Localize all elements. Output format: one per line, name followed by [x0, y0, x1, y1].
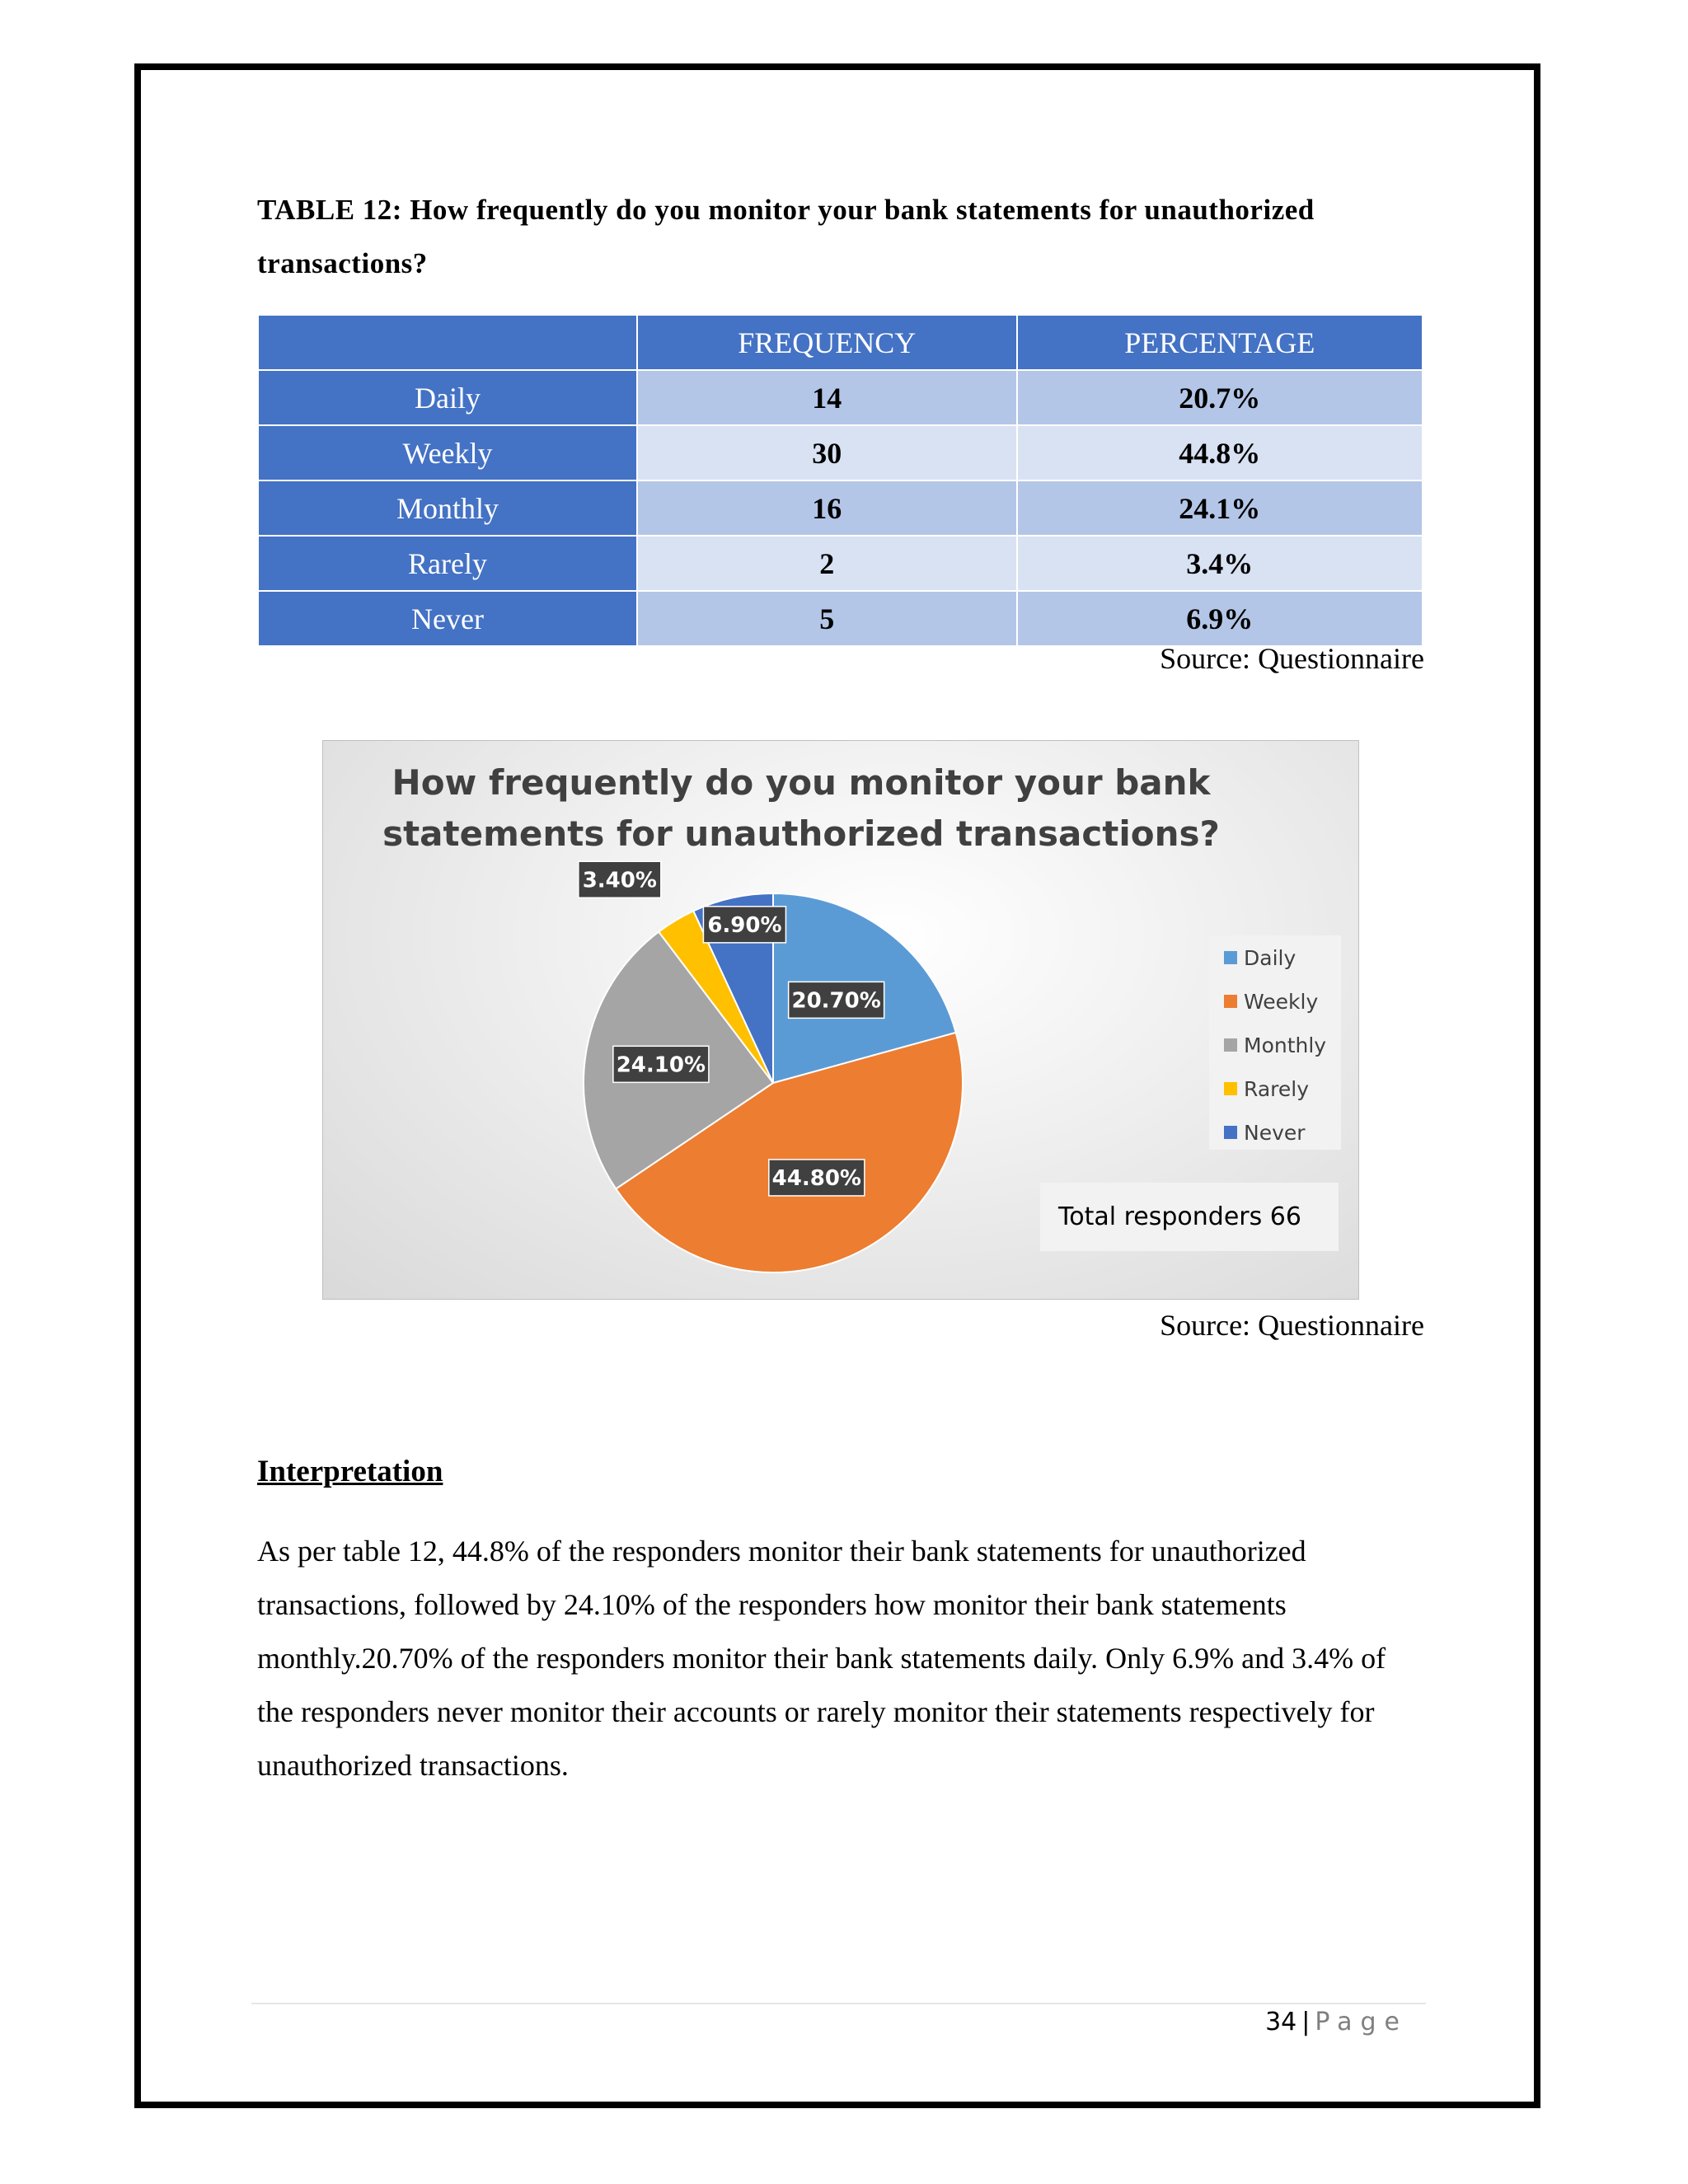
table-row	[258, 370, 1423, 425]
row-percentage: 24.1%	[1017, 480, 1423, 536]
legend-swatch	[1224, 1082, 1237, 1095]
legend-swatch	[1224, 995, 1237, 1008]
legend-item-monthly	[1224, 1033, 1326, 1057]
pie-chart	[322, 740, 1359, 1300]
chart-legend	[1209, 935, 1341, 1150]
page-number: 34	[1265, 2008, 1297, 2036]
svg-text:6.90%: 6.90%	[707, 912, 782, 938]
row-label: Monthly	[258, 480, 637, 536]
legend-item-daily	[1224, 945, 1296, 970]
table-header-percentage: PERCENTAGE	[1017, 315, 1423, 370]
legend-swatch	[1224, 1126, 1237, 1139]
table-header-blank	[258, 315, 637, 370]
table-header-frequency: FREQUENCY	[637, 315, 1017, 370]
svg-text:3.40%: 3.40%	[582, 868, 657, 893]
table-row	[258, 591, 1423, 646]
data-label-monthly	[613, 1046, 709, 1082]
table-caption	[257, 183, 1428, 290]
row-label: Weekly	[258, 425, 637, 480]
legend-swatch	[1224, 1038, 1237, 1052]
data-label-rarely	[579, 861, 661, 898]
table-row	[258, 536, 1423, 591]
row-frequency: 5	[637, 591, 1017, 646]
data-label-daily	[789, 982, 884, 1018]
row-percentage: 6.9%	[1017, 591, 1423, 646]
legend-swatch	[1224, 951, 1237, 964]
table-caption-line1: TABLE 12: How frequently do you monitor your bank statements for unauthorized	[257, 194, 1315, 226]
table-row	[258, 480, 1423, 536]
table-row	[258, 425, 1423, 480]
legend-label: Monthly	[1244, 1033, 1327, 1057]
legend-item-rarely	[1224, 1076, 1309, 1101]
total-responders-annotation: Total responders 66	[1040, 1183, 1339, 1251]
page-footer	[1265, 2008, 1408, 2036]
legend-label: Rarely	[1244, 1076, 1309, 1101]
svg-text:20.70%: 20.70%	[791, 988, 881, 1014]
row-percentage: 44.8%	[1017, 425, 1423, 480]
row-frequency: 2	[637, 536, 1017, 591]
data-label-weekly	[769, 1160, 865, 1196]
legend-item-never	[1224, 1120, 1306, 1145]
row-percentage: 20.7%	[1017, 370, 1423, 425]
chart-title-line1: How frequently do you monitor your bank	[392, 762, 1211, 803]
row-frequency: 16	[637, 480, 1017, 536]
footer-rule	[251, 2003, 1426, 2004]
table-header-row	[258, 315, 1423, 370]
page-word: Page	[1315, 2008, 1408, 2036]
row-label: Never	[258, 591, 637, 646]
row-percentage: 3.4%	[1017, 536, 1423, 591]
legend-label: Daily	[1244, 945, 1296, 970]
chart-source: Source: Questionnaire	[1160, 1309, 1424, 1342]
row-label: Rarely	[258, 536, 637, 591]
footer-separator: |	[1301, 2008, 1311, 2036]
svg-text:24.10%: 24.10%	[616, 1052, 706, 1078]
interpretation-paragraph: As per table 12, 44.8% of the responders monitor their bank statements for unauthorized transactions, followed by 24.10% of the responders how monitor their bank statements monthly.20.70% of the responders monitor their bank statements daily. Only 6.9% and 3.4% of the responders never monitor their accounts or rarely monitor their statements respectively for unauthorized transactions.	[257, 1535, 1386, 1782]
chart-title-line2: statements for unauthorized transactions?	[382, 813, 1220, 854]
legend-item-weekly	[1224, 989, 1318, 1014]
svg-text:44.80%: 44.80%	[771, 1165, 861, 1191]
legend-label: Weekly	[1244, 989, 1319, 1014]
table-caption-line2: transactions?	[257, 247, 428, 279]
legend-label: Never	[1244, 1120, 1306, 1145]
row-frequency: 14	[637, 370, 1017, 425]
row-frequency: 30	[637, 425, 1017, 480]
interpretation-heading: Interpretation	[257, 1455, 443, 1488]
row-label: Daily	[258, 370, 637, 425]
table-source: Source: Questionnaire	[1160, 642, 1424, 675]
frequency-table	[257, 314, 1423, 647]
data-label-never	[703, 907, 785, 943]
